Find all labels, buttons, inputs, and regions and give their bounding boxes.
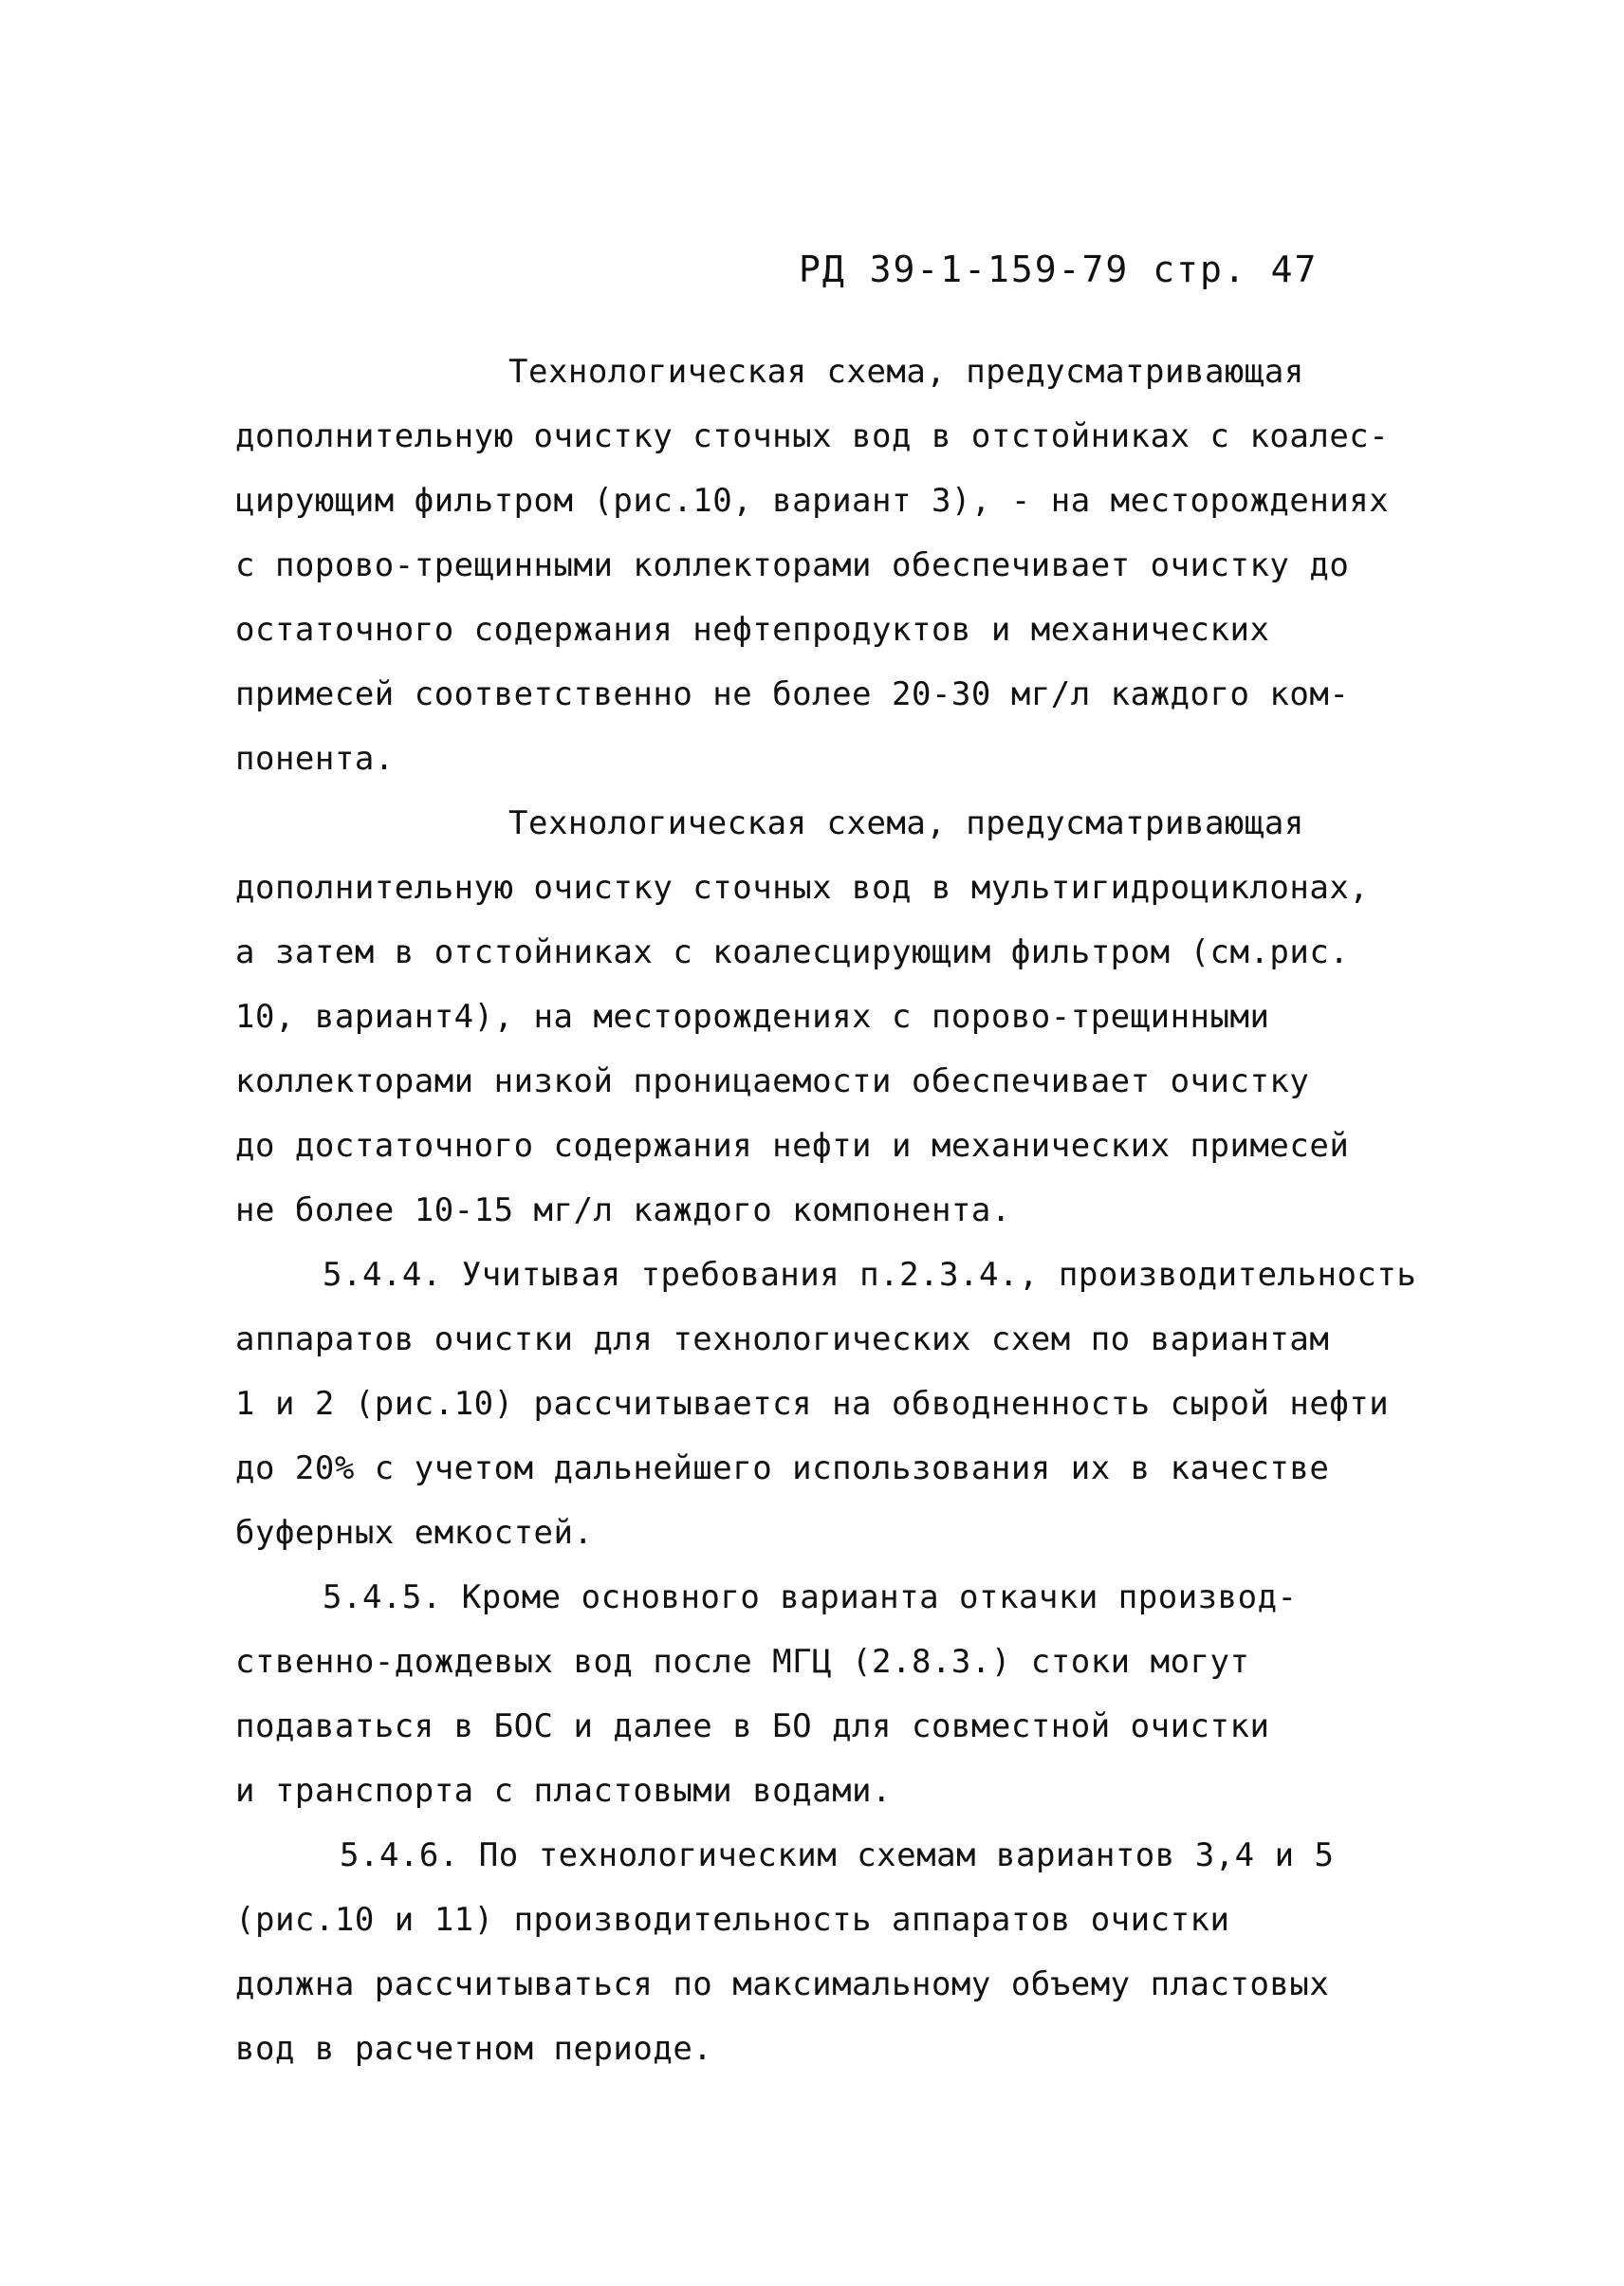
page-header: [799, 249, 1318, 290]
text-line: подаваться в БОС и далее в БО для совместной очистки: [235, 1707, 1270, 1745]
text-line: Технологическая схема, предусматривающая: [508, 804, 1304, 842]
text-line: дополнительную очистку сточных вод в отстойниках с коалес-: [235, 417, 1390, 455]
text-line: и транспорта с пластовыми водами.: [235, 1772, 893, 1810]
page-number: 47: [1270, 249, 1319, 290]
text-line: 10, вариант4), на месторождениях с порово-трещинными: [235, 998, 1270, 1036]
text-line: понента.: [235, 740, 395, 778]
text-line: 5.4.4. Учитывая требования п.2.3.4., производительность: [323, 1256, 1417, 1294]
text-line: а затем в отстойниках с коалесцирующим фильтром (см.рис.: [235, 933, 1350, 971]
text-line: должна рассчитываться по максимальному объему пластовых: [235, 1965, 1330, 2003]
text-line: 1 и 2 (рис.10) рассчитывается на обводненность сырой нефти: [235, 1385, 1390, 1423]
text-line: до достаточного содержания нефти и механических примесей: [235, 1127, 1350, 1165]
text-line: не более 10-15 мг/л каждого компонента.: [235, 1191, 1011, 1229]
text-line: дополнительную очистку сточных вод в мультигидроциклонах,: [235, 869, 1370, 907]
text-line: примесей соответственно не более 20-30 мг/л каждого ком-: [235, 675, 1350, 713]
text-line: до 20% с учетом дальнейшего использования их в качестве: [235, 1449, 1330, 1487]
text-line: 5.4.6. По технологическим схемам вариантов 3,4 и 5: [340, 1836, 1335, 1874]
text-line: буферных емкостей.: [235, 1514, 594, 1552]
text-line: аппаратов очистки для технологических схем по вариантам: [235, 1320, 1330, 1358]
text-line: ственно-дождевых вод после МГЦ (2.8.3.) стоки могут: [235, 1643, 1250, 1681]
text-line: Технологическая схема, предусматривающая: [508, 353, 1304, 391]
text-line: остаточного содержания нефтепродуктов и механических: [235, 611, 1270, 649]
document-reference: РД 39-1-159-79: [799, 249, 1130, 290]
text-line: 5.4.5. Кроме основного варианта откачки производ-: [323, 1578, 1298, 1616]
text-line: коллекторами низкой проницаемости обеспечивает очистку: [235, 1062, 1310, 1100]
page-label: стр.: [1153, 249, 1247, 290]
text-line: (рис.10 и 11) производительность аппаратов очистки: [235, 1901, 1230, 1939]
text-line: с порово-трещинными коллекторами обеспечивает очистку до: [235, 546, 1350, 584]
text-line: вод в расчетном периоде.: [235, 2030, 713, 2068]
text-line: цирующим фильтром (рис.10, вариант 3), - на месторождениях: [235, 482, 1390, 520]
